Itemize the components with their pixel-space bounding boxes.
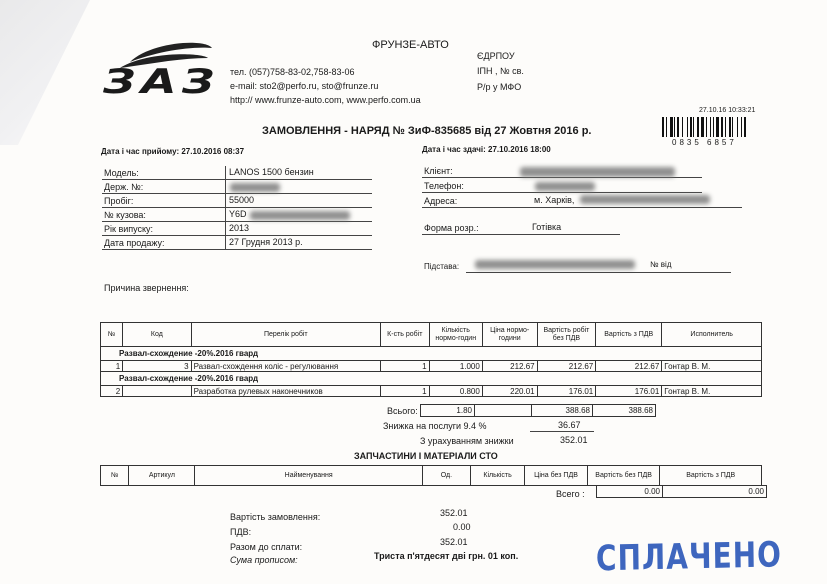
works-header-cell: Перелік робіт xyxy=(191,323,380,347)
works-header-cell: Вартість з ПДВ xyxy=(596,323,662,347)
works-header-cell: Исполнитель xyxy=(662,323,762,347)
pay-total-label: Разом до сплати: xyxy=(230,542,303,552)
client-field-label: Клієнт: xyxy=(424,166,453,176)
discount-value: 36.67 xyxy=(558,420,581,430)
works-cell-vat: 212.67 xyxy=(596,361,662,372)
works-cell-vat: 176.01 xyxy=(596,386,662,397)
barcode-number: 0835 6857 xyxy=(672,138,737,147)
parts-total-vat: 0.00 xyxy=(663,486,767,498)
print-timestamp: 27.10.16 10:33:21 xyxy=(699,107,756,114)
parts-header-cell: № xyxy=(101,466,129,486)
with-discount-label: З урахуванням знижки xyxy=(420,436,514,446)
works-header-cell: К-сть робіт xyxy=(381,323,430,347)
ipn: ІПН , № св. xyxy=(477,66,524,76)
vehicle-field-label: № кузова: xyxy=(104,210,146,220)
parts-title: ЗАПЧАСТИНИ І МАТЕРІАЛИ СТО xyxy=(354,451,498,461)
vehicle-field-value: 27 Грудня 2013 р. xyxy=(229,237,303,247)
parts-header-cell: Ціна без ПДВ xyxy=(525,466,588,486)
parts-header-cell: Кількість xyxy=(470,466,524,486)
works-cell-sum: 176.01 xyxy=(537,386,596,397)
parts-header-cell: Вартість з ПДВ xyxy=(660,466,762,486)
parts-total-label: Всего : xyxy=(556,489,585,499)
vehicle-field-label: Держ. №: xyxy=(104,182,144,192)
parts-table xyxy=(100,465,762,486)
works-cell-qty: 1 xyxy=(381,386,430,397)
payment-value: Готівка xyxy=(532,222,562,232)
parts-total-sum: 0.00 xyxy=(597,486,663,498)
client-field-label: Телефон: xyxy=(424,181,464,191)
vehicle-field-label: Рік випуску: xyxy=(104,224,154,234)
document-title: ЗАМОВЛЕННЯ - НАРЯД № ЗиФ-835685 від 27 Жовтня 2016 р. xyxy=(262,125,592,137)
company-email: e-mail: sto2@perfo.ru, sto@frunze.ru xyxy=(230,81,379,91)
reason-label: Причина звернення: xyxy=(104,283,189,293)
edrpou: ЄДРПОУ xyxy=(477,51,515,61)
payment-label: Форма розр.: xyxy=(424,223,479,233)
pay-total: 352.01 xyxy=(440,537,468,547)
table-row xyxy=(101,386,762,397)
works-cell-name: Разработка рулевых наконечников xyxy=(191,386,380,397)
order-total: 352.01 xyxy=(440,508,468,518)
parts-header-cell: Найменування xyxy=(195,466,423,486)
parts-header-cell: Од. xyxy=(422,466,470,486)
vehicle-field-value: 2013 xyxy=(229,223,250,233)
vehicle-field-value: LANOS 1500 бензин xyxy=(229,167,314,177)
company-name: ФРУНЗЕ-АВТО xyxy=(372,39,449,51)
order-total-label: Вартість замовлення: xyxy=(230,512,321,522)
basis-value: № від xyxy=(650,260,672,269)
paid-stamp: СПЛАЧЕНО xyxy=(595,533,783,580)
discount-label: Знижка на послуги 9.4 % xyxy=(383,421,487,431)
works-cell-hours: 1.000 xyxy=(429,361,482,372)
client-field-label: Адреса: xyxy=(424,196,458,206)
basis-label: Підстава: xyxy=(424,262,460,271)
works-header-cell: № xyxy=(101,323,123,347)
works-cell-qty: 1 xyxy=(381,361,430,372)
bank-account: Р/р у МФО xyxy=(477,82,522,92)
total-hours: 1.80 xyxy=(421,405,475,417)
delivered-datetime: Дата і час здачі: 27.10.2016 18:00 xyxy=(422,145,551,154)
works-cell-n: 2 xyxy=(101,386,123,397)
total-sum: 388.68 xyxy=(532,405,593,417)
parts-total-table xyxy=(596,485,767,498)
parts-header-cell: Вартість без ПДВ xyxy=(587,466,660,486)
total-vat: 388.68 xyxy=(593,405,656,417)
vehicle-field-value: Y6D xyxy=(229,209,247,219)
works-header-cell: Кількість нормо-годин xyxy=(429,323,482,347)
vat-value: 0.00 xyxy=(453,522,471,532)
logo-text: ЗАЗ xyxy=(103,62,220,102)
works-group-title: Развал-схождение -20%.2016 гвард xyxy=(101,372,762,386)
works-cell-code xyxy=(123,386,191,397)
vehicle-field-value: 55000 xyxy=(229,195,255,205)
works-group-title: Развал-схождение -20%.2016 гвард xyxy=(101,347,762,361)
works-cell-worker: Гонтар В. М. xyxy=(662,361,762,372)
works-total-label: Всього: xyxy=(387,406,418,416)
company-phone: тел. (057)758-83-02,758-83-06 xyxy=(230,67,355,77)
works-cell-sum: 212.67 xyxy=(537,361,596,372)
company-web: http:// www.frunze-auto.com, www.perfo.com.ua xyxy=(230,95,421,105)
amount-words: Триста п'ятдесят дві грн. 01 коп. xyxy=(374,551,519,561)
works-cell-code: 3 xyxy=(123,361,191,372)
vehicle-field-label: Пробіг: xyxy=(104,196,134,206)
works-cell-worker: Гонтар В. М. xyxy=(662,386,762,397)
parts-header-cell: Артикул xyxy=(129,466,195,486)
received-datetime: Дата і час прийому: 27.10.2016 08:37 xyxy=(101,147,245,156)
works-total-table xyxy=(420,404,656,417)
vehicle-field-label: Дата продажу: xyxy=(104,238,165,248)
works-header-cell: Вартість робіт без ПДВ xyxy=(537,323,596,347)
table-row xyxy=(101,361,762,372)
works-header-cell: Ціна нормо-години xyxy=(482,323,537,347)
works-cell-name: Развал-схождення коліс - регулювання xyxy=(191,361,380,372)
vehicle-field-label: Модель: xyxy=(104,168,139,178)
works-table xyxy=(100,322,762,397)
works-cell-n: 1 xyxy=(101,361,123,372)
client-field-value: м. Харків, xyxy=(534,195,575,205)
works-cell-hours: 0.800 xyxy=(429,386,482,397)
with-discount-value: 352.01 xyxy=(560,435,588,445)
amount-words-label: Сума прописом: xyxy=(230,555,298,565)
vat-label: ПДВ: xyxy=(230,527,252,537)
works-cell-price: 220.01 xyxy=(482,386,537,397)
barcode xyxy=(662,117,757,137)
works-header-cell: Код xyxy=(123,323,191,347)
works-cell-price: 212.67 xyxy=(482,361,537,372)
paper-fold xyxy=(0,0,90,145)
